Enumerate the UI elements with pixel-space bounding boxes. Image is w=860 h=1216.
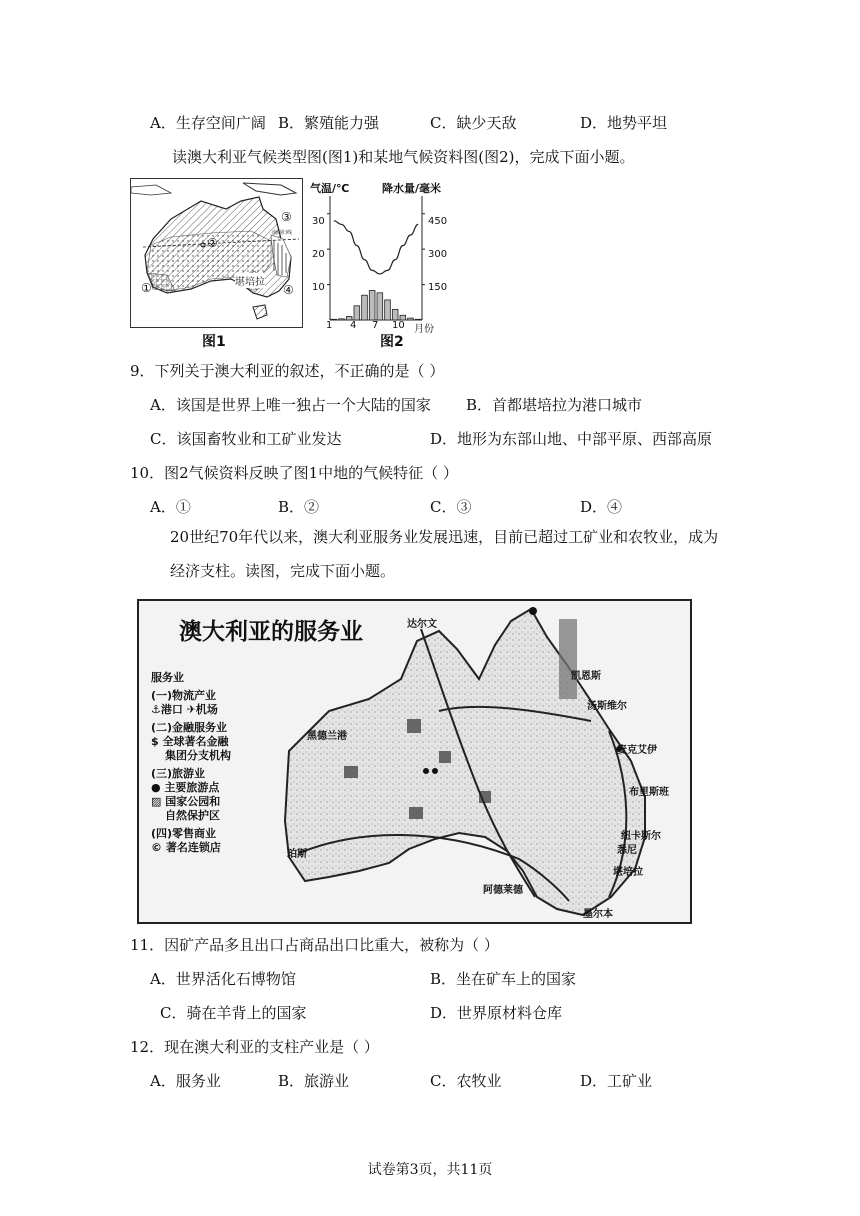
x-tick-1: 1 [326, 320, 333, 331]
legend-national-park-2: 自然保护区 [165, 809, 220, 822]
q12-options [0, 1070, 860, 1094]
q11-stem: 11．因矿产品多且出口占商品出口比重大，被称为（ ） [130, 936, 499, 954]
q9-stem: 9．下列关于澳大利亚的叙述，不正确的是（ ） [130, 362, 445, 380]
city-newcastle: 纽卡斯尔 [621, 831, 661, 842]
services-map [137, 599, 692, 924]
legend-logistics: (一)物流产业 [151, 689, 217, 702]
marker-1: ① [141, 281, 152, 295]
q11-options-row1 [0, 968, 860, 992]
q12-option-b: B．旅游业 [278, 1072, 350, 1090]
city-brisbane: 布里斯班 [629, 787, 669, 798]
legend-finance: (二)金融服务业 [151, 721, 228, 734]
q11-option-b: B．坐在矿车上的国家 [430, 970, 577, 988]
city-darwin: 达尔文 [407, 619, 437, 630]
page-footer: 试卷第3页，共11页 [367, 1162, 493, 1178]
temp-tick-10: 10 [312, 282, 325, 293]
figure-1-caption: 图1 [202, 334, 226, 350]
figure-2-climate-chart [310, 180, 450, 335]
legend-chain-store: © 著名连锁店 [151, 841, 221, 854]
q9-options-row2 [0, 428, 860, 452]
city-townsville: 汤斯维尔 [587, 701, 627, 712]
precip-bar-4 [354, 306, 360, 320]
city-perth: 珀斯 [287, 849, 307, 860]
legend-port-airport: ⚓港口 ✈机场 [151, 703, 218, 716]
precip-bar-11 [408, 318, 414, 320]
legend-heading: 服务业 [151, 671, 184, 684]
intro-services [130, 520, 730, 588]
marker-3: ③ [281, 210, 292, 224]
legend-finance-2: 集团分支机构 [165, 749, 231, 762]
precip-bar-9 [392, 309, 398, 320]
temp-tick-30: 30 [312, 216, 325, 227]
figure-2-caption: 图2 [380, 334, 404, 350]
x-tick-4: 4 [350, 320, 357, 331]
city-port-hedland: 黑德兰港 [307, 731, 347, 742]
x-unit-label: 月份 [414, 324, 434, 335]
q10-option-c: C．③ [430, 498, 472, 516]
precip-bar-6 [369, 290, 375, 320]
q9-option-a: A．该国是世界上唯一独占一个大陆的国家 [150, 396, 431, 414]
q12-stem: 12．现在澳大利亚的支柱产业是（ ） [130, 1038, 379, 1056]
intro-climate: 读澳大利亚气候类型图(图1)和某地气候资料图(图2)，完成下面小题。 [172, 148, 635, 166]
q11-options-row2 [0, 1002, 860, 1026]
temperature-line [334, 221, 418, 274]
legend-retail: (四)零售商业 [151, 827, 217, 840]
legend-finance-1: $ 全球著名金融 [151, 735, 229, 748]
q8-option-b: B．繁殖能力强 [278, 114, 380, 132]
city-adelaide: 阿德莱德 [483, 885, 523, 896]
q12-option-c: C．农牧业 [430, 1072, 502, 1090]
q9-option-b: B．首都堪培拉为港口城市 [466, 396, 643, 414]
q10-option-a: A．① [150, 498, 191, 516]
climate-plot [310, 180, 450, 330]
city-sydney: 悉尼 [617, 845, 637, 856]
q8-option-d: D．地势平坦 [580, 114, 668, 132]
q9-options-row1 [0, 394, 860, 418]
tropic-label: 南回归线 [272, 230, 293, 236]
city-melbourne: 墨尔本 [583, 909, 613, 920]
q8-option-c: C．缺少天敌 [430, 114, 517, 132]
precip-tick-450: 450 [428, 216, 448, 227]
climate-figures [130, 178, 450, 350]
q10-options [0, 496, 860, 520]
q9-option-c: C．该国畜牧业和工矿业发达 [150, 430, 342, 448]
q11-option-c: C．骑在羊背上的国家 [160, 1004, 307, 1022]
q11-option-a: A．世界活化石博物馆 [150, 970, 296, 988]
city-cairns: 凯恩斯 [571, 671, 601, 682]
q8-options [0, 112, 860, 136]
figure-1-australia-climate-map [130, 178, 303, 328]
x-tick-7: 7 [372, 320, 379, 331]
q10-stem: 10．图2气候资料反映了图1中地的气候特征（ ） [130, 464, 458, 482]
temp-axis-label: 气温/℃ [310, 182, 350, 195]
q10-option-d: D．④ [580, 498, 623, 516]
city-mackay: 麦克艾伊 [617, 745, 657, 756]
city-canberra: 堪培拉 [613, 867, 643, 878]
precip-bar-8 [385, 300, 391, 320]
city-canberra-label: 堪培拉 [235, 273, 265, 288]
legend-national-park-1: ▨ 国家公园和 [151, 795, 221, 808]
q12-option-d: D．工矿业 [580, 1072, 653, 1090]
q10-option-b: B．② [278, 498, 320, 516]
precip-bar-2 [339, 319, 345, 320]
marker-4: ④ [283, 283, 294, 297]
legend-tourist-spot: ● 主要旅游点 [151, 781, 220, 794]
precip-bar-7 [377, 293, 383, 320]
q11-option-d: D．世界原材料仓库 [430, 1004, 563, 1022]
q9-option-d: D．地形为东部山地、中部平原、西部高原 [430, 430, 713, 448]
q12-option-a: A．服务业 [150, 1072, 221, 1090]
precip-axis-label: 降水量/毫米 [382, 182, 442, 195]
marker-2: ② [207, 236, 218, 250]
legend-tourism: (三)旅游业 [151, 767, 206, 780]
precip-bar-5 [362, 295, 368, 320]
temp-tick-20: 20 [312, 249, 325, 260]
x-tick-10: 10 [392, 320, 405, 331]
precip-tick-150: 150 [428, 282, 448, 293]
services-map-legend [151, 671, 269, 855]
q8-option-a: A．生存空间广阔 [150, 114, 266, 132]
services-map-title: 澳大利亚的服务业 [179, 619, 363, 645]
intro-services-text: 20世纪70年代以来，澳大利亚服务业发展迅速，目前已超过工矿业和农牧业，成为经济支柱。读图，完成下面小题。 [170, 528, 719, 580]
precip-tick-300: 300 [428, 249, 448, 260]
